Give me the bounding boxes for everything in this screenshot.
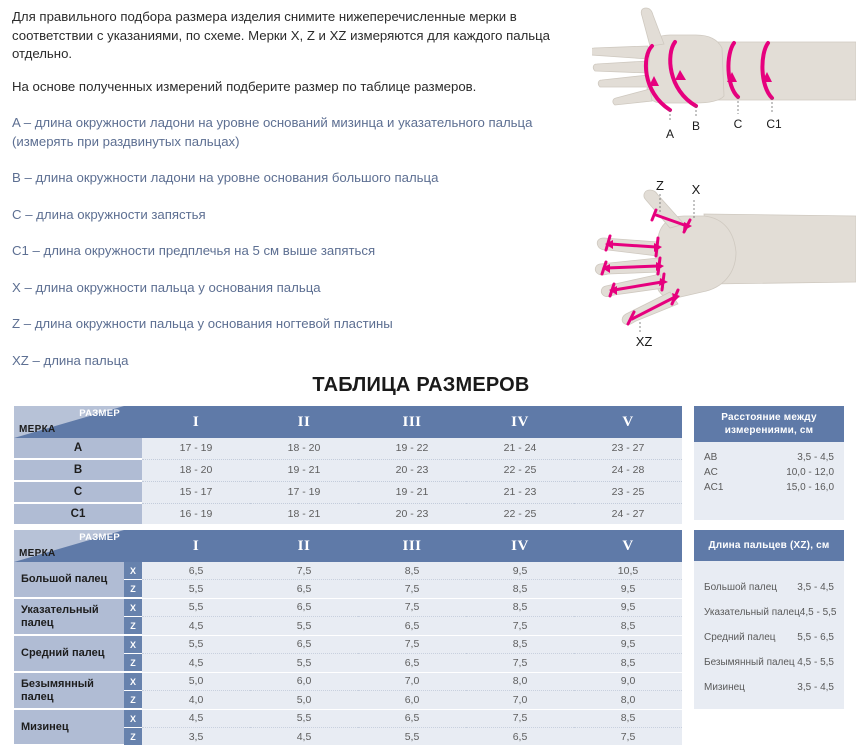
table1-cell: 21 - 24 (466, 438, 574, 459)
table2-cell: 9,5 (574, 598, 682, 617)
side1-value: 3,5 - 4,5 (797, 452, 834, 463)
table1-cell: 19 - 21 (358, 481, 466, 503)
measurement-definition-z: Z – длина окружности пальца у основания ногтевой пластины (12, 316, 393, 331)
list-item (704, 450, 834, 465)
list-item (704, 625, 834, 650)
side2-value: 4,5 - 5,5 (797, 657, 834, 668)
table2-cell: 3,5 (142, 728, 250, 746)
table1-cell: 16 - 19 (142, 503, 250, 524)
corner-measure-label: МЕРКА (19, 548, 56, 559)
measurements-size-table (14, 406, 682, 524)
table2-row-label-thumb: Большой палец (14, 562, 124, 598)
table2-cell: 5,5 (358, 728, 466, 746)
intro-paragraph-2: На основе полученных измерений подберите размер по таблице размеров. (12, 78, 477, 94)
table2-cell: 7,0 (358, 672, 466, 691)
table1-row-label-b: B (14, 459, 142, 481)
side2-value: 5,5 - 6,5 (797, 632, 834, 643)
table2-row-label-little: Мизинец (14, 709, 124, 745)
table2-row-label-ring: Безымянный палец (14, 672, 124, 709)
table2-col-header-2: II (250, 530, 358, 562)
measurement-definition-x: X – длина окружности пальца у основания пальца (12, 279, 321, 295)
side2-value: 3,5 - 4,5 (797, 582, 834, 593)
table1-col-header-1: I (142, 406, 250, 438)
list-item (704, 600, 837, 625)
table1-row-label-a: A (14, 438, 142, 459)
size-table-title (0, 374, 858, 397)
table2-z-marker: Z (124, 691, 142, 710)
intro-paragraph-1: Для правильного подбора размера изделия снимите нижеперечисленные мерки в соответствии с указаниями, по схеме. Мерки X, Z и XZ измеряются для каждого пальца отдельно. (12, 9, 551, 61)
measurement-definition-b: B – длина окружности ладони на уровне основания большого пальца (12, 170, 439, 185)
table2-cell: 8,5 (358, 562, 466, 580)
table2-cell: 6,5 (358, 617, 466, 636)
table2-cell: 7,0 (466, 691, 574, 710)
measurement-definition-a: A – длина окружности ладони на уровне оснований мизинца и указательного пальца (измерять при раздвинутых пальцах) (12, 115, 533, 149)
table2-cell: 4,5 (142, 617, 250, 636)
table2-cell: 6,5 (250, 580, 358, 599)
table2-cell: 8,5 (466, 598, 574, 617)
table1-cell: 23 - 27 (574, 438, 682, 459)
table2-cell: 7,5 (574, 728, 682, 746)
table1-cell: 19 - 21 (250, 459, 358, 481)
table2-cell: 6,5 (250, 598, 358, 617)
table1-cell: 18 - 21 (250, 503, 358, 524)
table2-row-label-index: Указательный палец (14, 598, 124, 635)
side2-value: 4,5 - 5,5 (799, 607, 837, 618)
corner-measure-label: МЕРКА (19, 424, 56, 435)
table2-x-marker: X (124, 709, 142, 728)
table1-cell: 23 - 25 (574, 481, 682, 503)
illustration-label-a: A (665, 127, 675, 141)
table2-corner-cell (14, 530, 124, 562)
table2-cell: 6,5 (358, 654, 466, 673)
table2-cell: 10,5 (574, 562, 682, 580)
table2-cell: 5,5 (250, 617, 358, 636)
table2-cell: 4,0 (142, 691, 250, 710)
table2-x-marker: X (124, 672, 142, 691)
side2-header: Длина пальцев (XZ), см (694, 530, 844, 561)
table2-cell: 6,5 (250, 635, 358, 654)
table2-header-spacer (124, 530, 142, 562)
side1-key: AC (704, 467, 718, 478)
table2-x-marker: X (124, 562, 142, 580)
table-row (14, 598, 682, 617)
table2-cell: 7,5 (358, 580, 466, 599)
table1-header-row (14, 406, 682, 438)
table2-cell: 7,5 (250, 562, 358, 580)
table-row (14, 709, 682, 728)
table1-row-label-c1: C1 (14, 503, 142, 524)
hand-top-silhouette (595, 190, 856, 325)
table1-header-spacer (124, 406, 142, 438)
table2-cell: 5,0 (142, 672, 250, 691)
side2-value: 3,5 - 4,5 (797, 682, 834, 693)
table2-cell: 8,5 (574, 709, 682, 728)
table2-x-marker: X (124, 598, 142, 617)
list-item (704, 465, 834, 480)
table2 (14, 530, 682, 746)
table2-cell: 5,5 (250, 654, 358, 673)
table2-cell: 7,5 (358, 635, 466, 654)
side2-key: Средний палец (704, 632, 776, 643)
measurement-definition-c: C – длина окружности запястья (12, 206, 206, 222)
side2-key: Мизинец (704, 682, 745, 693)
side1-key: AB (704, 452, 718, 463)
table2-cell: 9,5 (466, 562, 574, 580)
table2-col-header-4: IV (466, 530, 574, 562)
side2-body (694, 561, 844, 709)
table2-cell: 5,0 (250, 691, 358, 710)
table2-z-marker: Z (124, 580, 142, 599)
illustration-label-xz: XZ (635, 334, 653, 348)
size-table-title-text: ТАБЛИЦА РАЗМЕРОВ (312, 374, 530, 396)
side1-value: 10,0 - 12,0 (786, 467, 834, 478)
table-row (14, 481, 682, 503)
table2-x-marker: X (124, 635, 142, 654)
hand-side-view-diagram (592, 2, 856, 142)
table1-col-header-4: IV (466, 406, 574, 438)
table1-row-label-c: C (14, 481, 142, 503)
table1-corner-cell (14, 406, 124, 438)
measurement-definition-c1: C1 – длина окружности предплечья на 5 см выше запяться (12, 243, 376, 258)
measurement-definition-xz: XZ – длина пальца (12, 352, 129, 368)
distance-between-measurements-panel (694, 406, 844, 518)
table2-cell: 9,5 (574, 635, 682, 654)
table2-cell: 8,5 (466, 580, 574, 599)
table1-cell: 24 - 27 (574, 503, 682, 524)
table2-cell: 9,0 (574, 672, 682, 691)
table1-cell: 24 - 28 (574, 459, 682, 481)
table2-cell: 8,0 (466, 672, 574, 691)
instructions-block (12, 8, 592, 388)
table1-cell: 22 - 25 (466, 459, 574, 481)
table1-cell: 19 - 22 (358, 438, 466, 459)
table1-col-header-3: III (358, 406, 466, 438)
illustration-label-c: C (733, 117, 743, 131)
table2-cell: 7,5 (358, 598, 466, 617)
illustration-label-b: B (691, 119, 701, 133)
side1-body (694, 442, 844, 520)
table2-cell: 4,5 (250, 728, 358, 746)
finger-size-table (14, 530, 682, 746)
hand-side-silhouette (592, 8, 856, 105)
table2-row-label-middle: Средний палец (14, 635, 124, 672)
table2-cell: 8,5 (466, 635, 574, 654)
table2-z-marker: Z (124, 728, 142, 746)
table2-cell: 5,5 (142, 635, 250, 654)
table2-cell: 9,5 (574, 580, 682, 599)
table2-z-marker: Z (124, 617, 142, 636)
side2-key: Указательный палец (704, 607, 800, 618)
table2-cell: 5,5 (142, 580, 250, 599)
table2-cell: 6,0 (358, 691, 466, 710)
table2-col-header-5: V (574, 530, 682, 562)
table2-cell: 6,5 (142, 562, 250, 580)
table1-cell: 17 - 19 (250, 481, 358, 503)
table2-cell: 8,0 (574, 691, 682, 710)
table2-cell: 4,5 (142, 654, 250, 673)
table1-cell: 18 - 20 (250, 438, 358, 459)
list-item (704, 675, 834, 700)
table2-cell: 6,5 (466, 728, 574, 746)
table1-col-header-2: II (250, 406, 358, 438)
table-row (14, 562, 682, 580)
table2-z-marker: Z (124, 654, 142, 673)
finger-length-panel (694, 530, 844, 710)
table2-cell: 5,5 (250, 709, 358, 728)
hand-top-view-diagram (584, 172, 856, 348)
table1-cell: 21 - 23 (466, 481, 574, 503)
table-row (14, 503, 682, 524)
illustration-label-z: Z (656, 178, 664, 193)
table1-cell: 20 - 23 (358, 459, 466, 481)
side1-value: 15,0 - 16,0 (786, 482, 834, 493)
table2-cell: 7,5 (466, 617, 574, 636)
table2-cell: 7,5 (466, 709, 574, 728)
table1-cell: 20 - 23 (358, 503, 466, 524)
table2-col-header-3: III (358, 530, 466, 562)
corner-size-label: РАЗМЕР (79, 408, 120, 419)
table2-cell: 6,0 (250, 672, 358, 691)
table2-cell: 6,5 (358, 709, 466, 728)
side2-key: Безымянный палец (704, 657, 795, 668)
table1-cell: 18 - 20 (142, 459, 250, 481)
table-row (14, 635, 682, 654)
corner-size-label: РАЗМЕР (79, 532, 120, 543)
illustration-label-x: X (691, 182, 701, 197)
side1-key: AC1 (704, 482, 724, 493)
table-row (14, 672, 682, 691)
table2-cell: 8,5 (574, 617, 682, 636)
table2-cell: 7,5 (466, 654, 574, 673)
table2-col-header-1: I (142, 530, 250, 562)
table1-cell: 22 - 25 (466, 503, 574, 524)
table-row (14, 459, 682, 481)
table2-header-row (14, 530, 682, 562)
table-row (14, 438, 682, 459)
table1-cell: 17 - 19 (142, 438, 250, 459)
list-item (704, 575, 834, 600)
side1-header: Расстояние между измерениями, см (694, 406, 844, 442)
table2-cell: 4,5 (142, 709, 250, 728)
table2-cell: 8,5 (574, 654, 682, 673)
table2-cell: 5,5 (142, 598, 250, 617)
list-item (704, 650, 834, 675)
illustration-label-c1: C1 (766, 117, 782, 131)
table1 (14, 406, 682, 524)
side2-key: Большой палец (704, 582, 777, 593)
table1-col-header-5: V (574, 406, 682, 438)
list-item (704, 480, 834, 495)
table1-cell: 15 - 17 (142, 481, 250, 503)
